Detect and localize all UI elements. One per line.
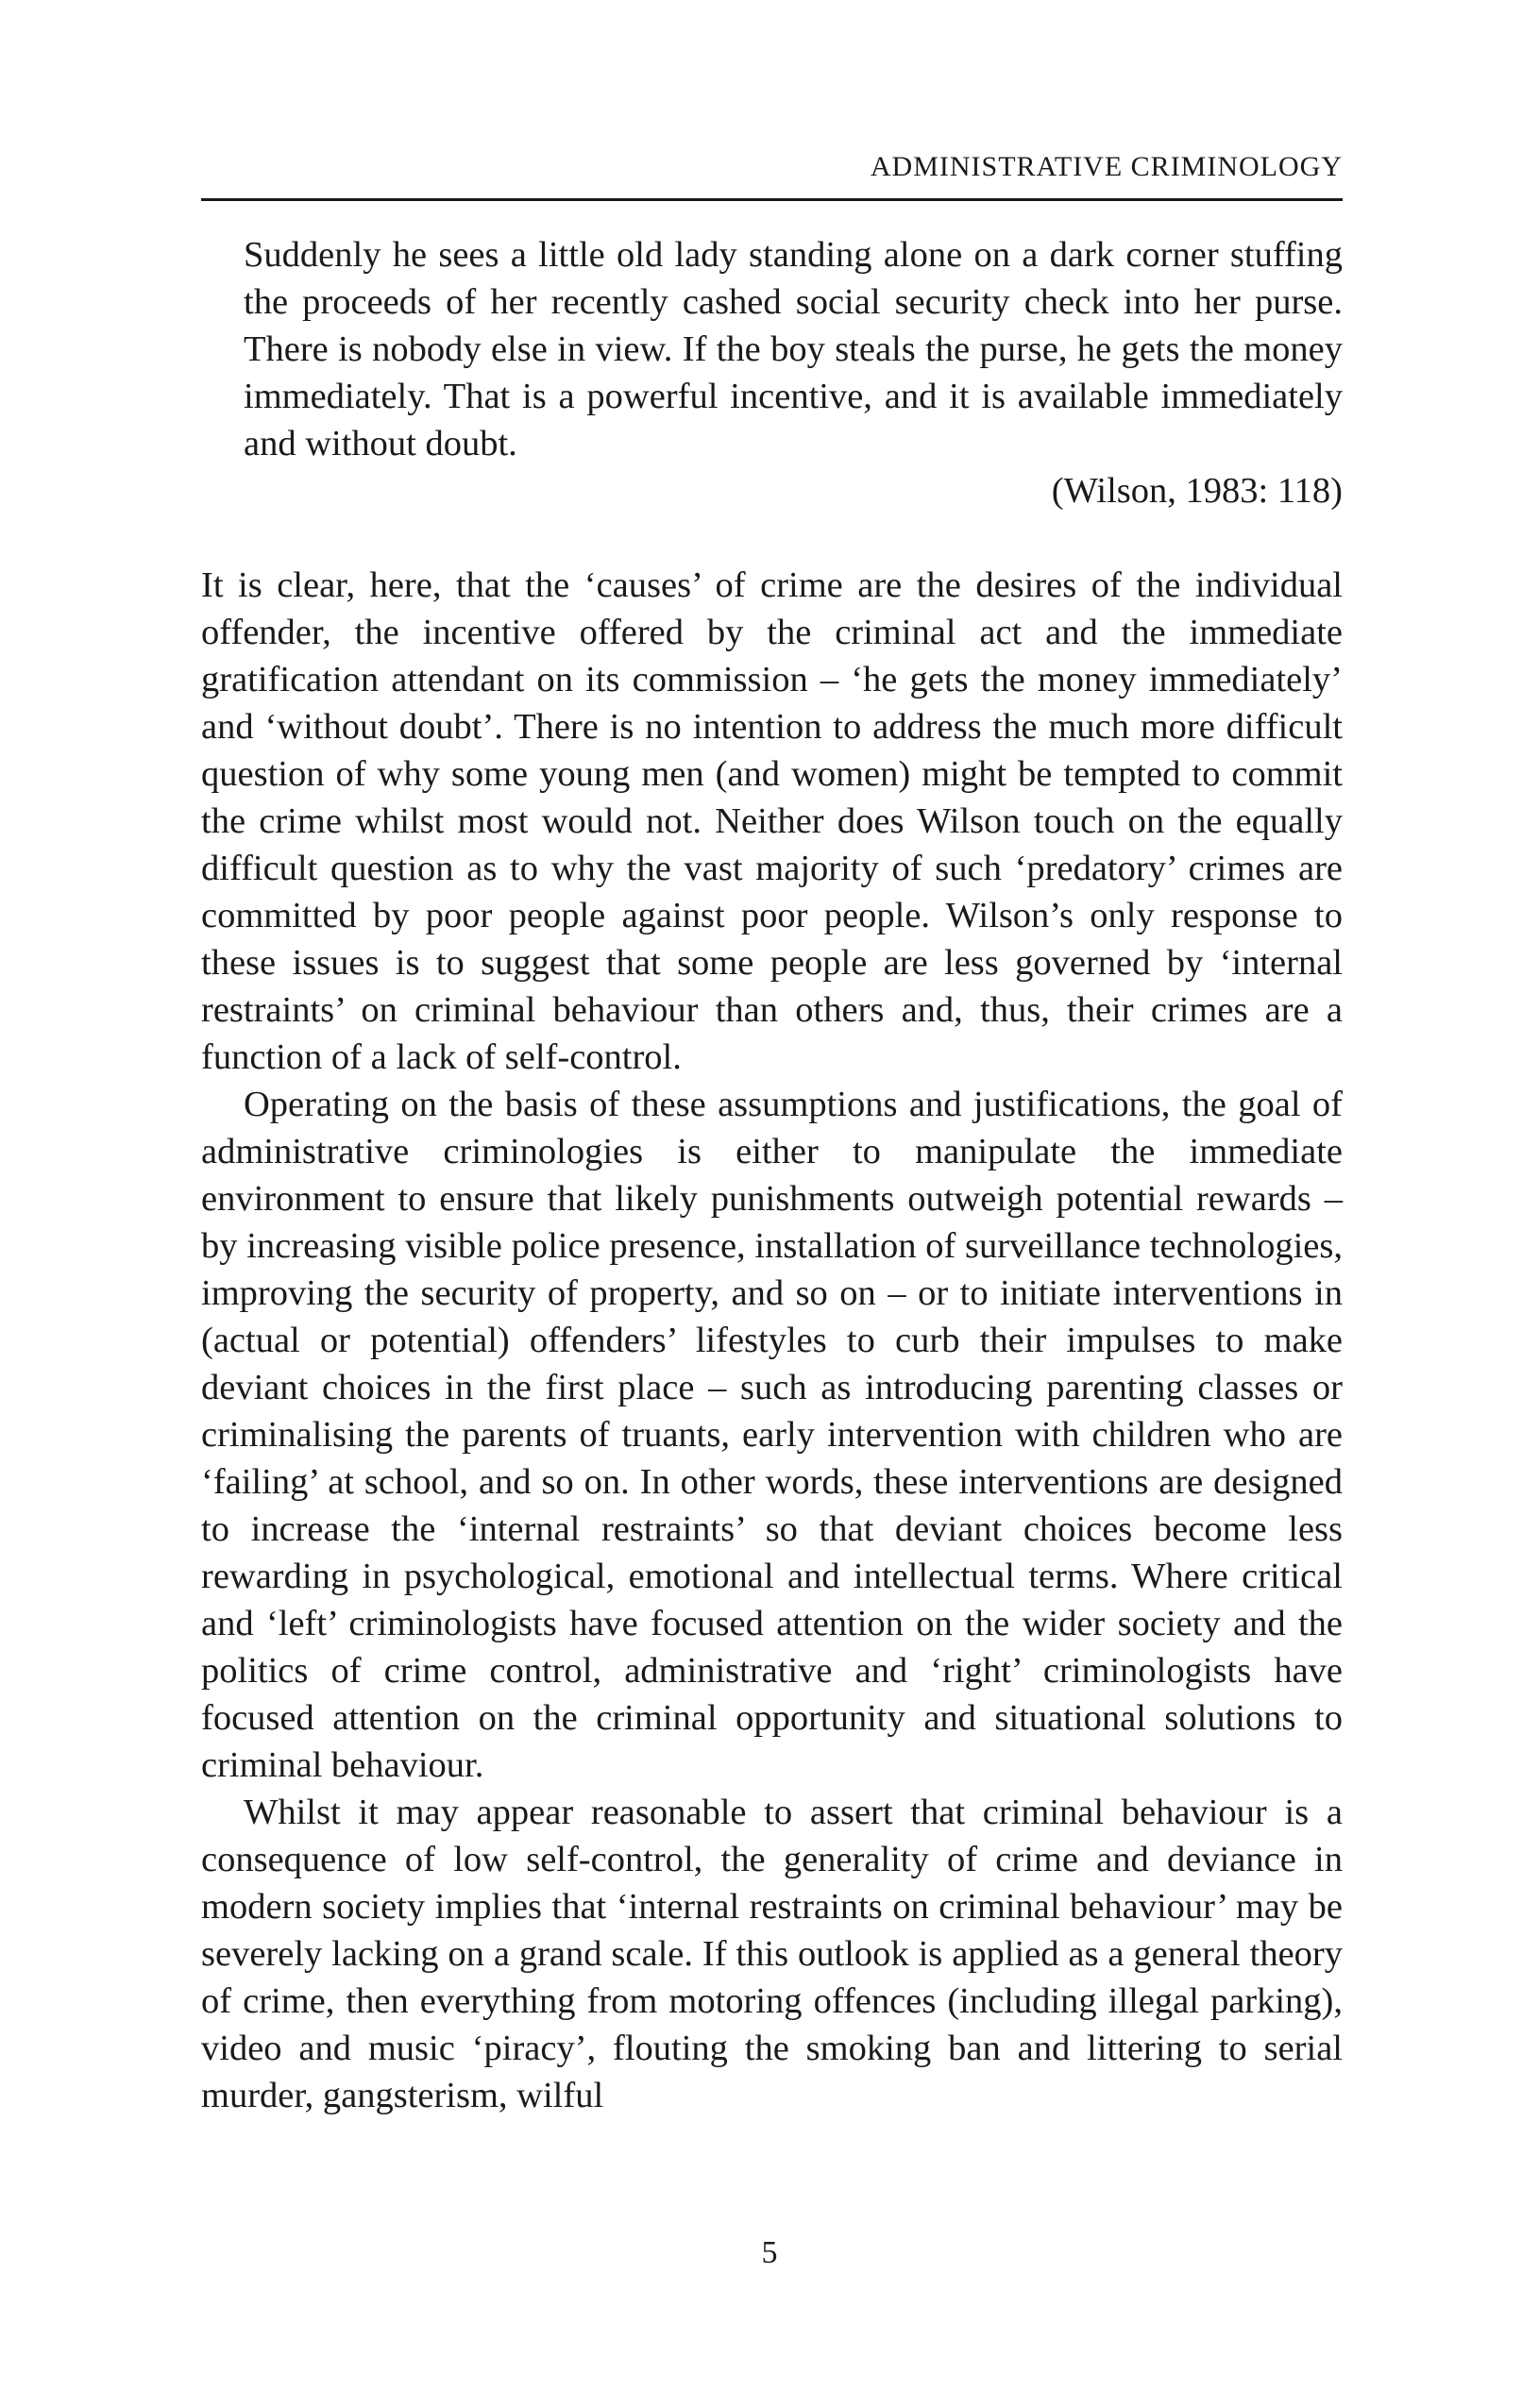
header-rule bbox=[201, 198, 1343, 201]
page-number: 5 bbox=[761, 2235, 778, 2270]
body-text bbox=[201, 231, 1343, 2119]
running-head: ADMINISTRATIVE CRIMINOLOGY bbox=[870, 151, 1343, 182]
paragraph-3: Whilst it may appear reasonable to assert that criminal behaviour is a consequence of low self-control, the generality of crime and deviance in modern society implies that ‘internal restraints on criminal behaviour’ may be severely lacking on a grand scale. If this outlook is applied as a general theory of crime, then everything from motoring offences (including illegal parking), video and music ‘piracy’, flouting the smoking ban and littering to serial murder, gangsterism, wilful bbox=[201, 1793, 1343, 2115]
paragraph-2: Operating on the basis of these assumptions and justifications, the goal of administrative criminologies is either to manipulate the immediate environment to ensure that likely punishments outweigh potential rewards – by increasing visible police presence, installation of surveillance technologies, improving the security of property, and so on – or to initiate interventions in (actual or potential) offenders’ lifestyles to curb their impulses to make deviant choices in the first place – such as introducing parenting classes or criminalising the parents of truants, early intervention with children who are ‘failing’ at school, and so on. In other words, these interventions are designed to increase the ‘internal restraints’ so that deviant choices become less rewarding in psychological, emotional and intellectual terms. Where critical and ‘left’ criminologists have focused attention on the wider society and the politics of crime control, administrative and ‘right’ criminologists have focused attention on the criminal opportunity and situational solutions to criminal behaviour. bbox=[201, 1085, 1343, 1785]
quote-citation: (Wilson, 1983: 118) bbox=[1051, 471, 1343, 511]
paragraph-1: It is clear, here, that the ‘causes’ of crime are the desires of the individual offender, the incentive offered by the criminal act and the immediate gratification attendant on its commission – ‘he gets the money immediately’ and ‘without doubt’. There is no intention to address the much more difficult question of why some young men (and women) might be tempted to commit the crime whilst most would not. Neither does Wilson touch on the equally difficult question as to why the vast majority of such ‘predatory’ crimes are committed by poor people against poor people. Wilson’s only response to these issues is to suggest that some people are less governed by ‘internal restraints’ on criminal behaviour than others and, thus, their crimes are a function of a lack of self-control. bbox=[201, 565, 1343, 1077]
block-quote: Suddenly he sees a little old lady standing alone on a dark corner stuffing the proceeds of her recently cashed social security check into her purse. There is nobody else in view. If the boy steals the purse, he gets the money immediately. That is a powerful incentive, and it is available immediately and without doubt. bbox=[244, 235, 1343, 463]
